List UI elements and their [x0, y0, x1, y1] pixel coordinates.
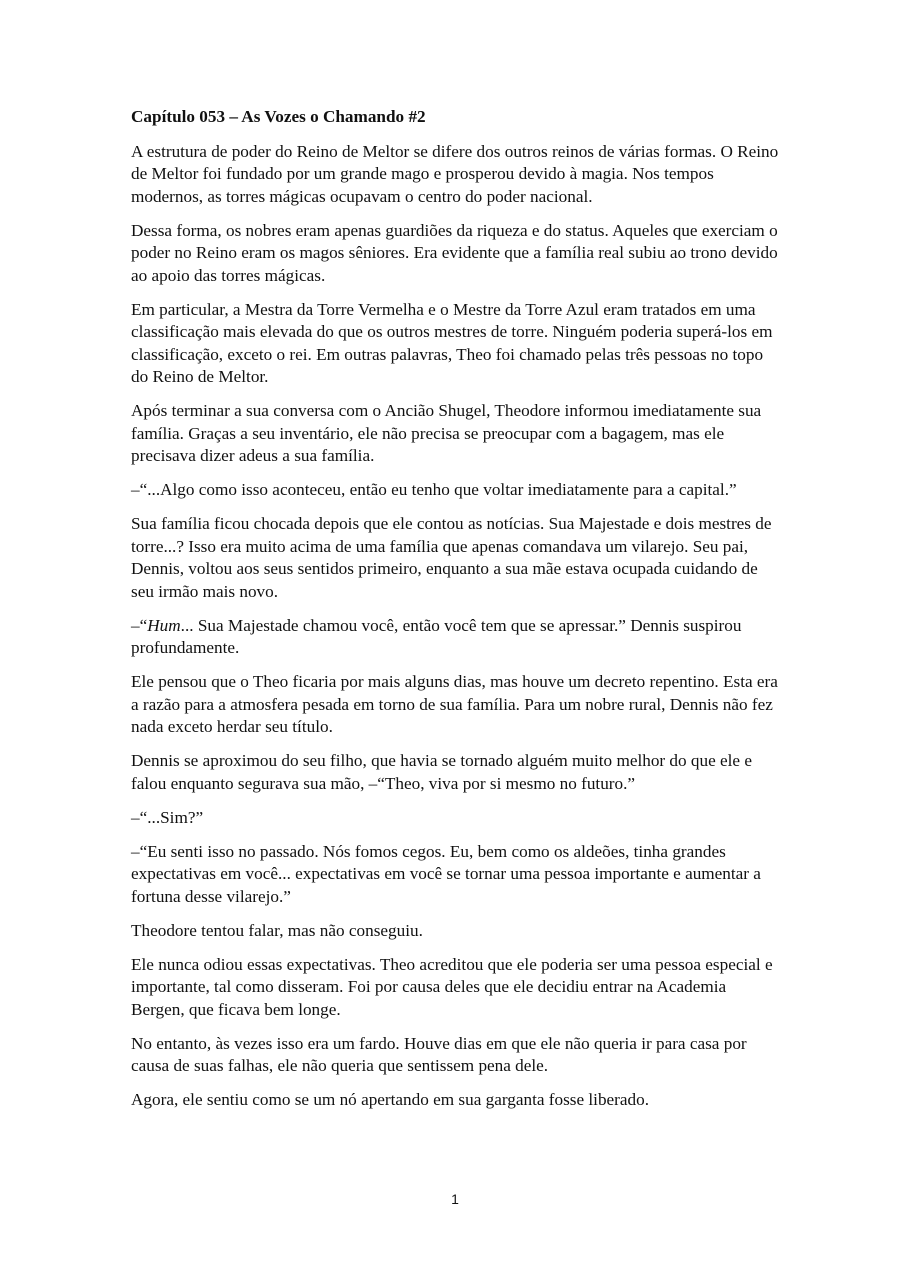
dialogue-line: –“...Algo como isso aconteceu, então eu tenho que voltar imediatamente para a capital.”	[131, 480, 737, 499]
chapter-title: Capítulo 053 – As Vozes o Chamando #2	[131, 107, 426, 126]
dialogue-suffix: ... Sua Majestade chamou você, então você tem que se apressar.” Dennis suspirou profundamente.	[131, 615, 742, 657]
paragraph: Agora, ele sentiu como se um nó apertando em sua garganta fosse liberado.	[131, 1090, 650, 1109]
paragraph: Em particular, a Mestra da Torre Vermelha e o Mestre da Torre Azul eram tratados em uma classificação mais elevada do que os outros mestres de torre. Ninguém poderia superá-los em classificação, exceto o rei. Em outras palavras, Theo foi chamado pelas três pessoas no topo do Reino de Meltor.	[131, 299, 773, 386]
paragraph: A estrutura de poder do Reino de Meltor se difere dos outros reinos de várias formas. O Reino de Meltor foi fundado por um grande mago e prosperou devido à magia. Nos tempos modernos, as torres mágicas ocupavam o centro do poder nacional.	[131, 141, 779, 206]
paragraph: Ele pensou que o Theo ficaria por mais alguns dias, mas houve um decreto repentino. Esta era a razão para a atmosfera pesada em torno de sua família. Para um nobre rural, Dennis não fez nada exceto herdar seu título.	[131, 672, 778, 736]
page-number: 1	[451, 1191, 459, 1207]
paragraph: Ele nunca odiou essas expectativas. Theo acreditou que ele poderia ser uma pessoa especial e importante, tal como disseram. Foi por causa deles que ele decidiu entrar na Academia Bergen, que ficava bem longe.	[131, 954, 773, 1019]
italic-word: Hum	[147, 615, 181, 635]
dialogue-line	[131, 615, 781, 660]
paragraph: No entanto, às vezes isso era um fardo. Houve dias em que ele não queria ir para casa por causa de suas falhas, ele não queria que sentissem pena dele.	[131, 1033, 747, 1075]
paragraph: Após terminar a sua conversa com o Ancião Shugel, Theodore informou imediatamente sua família. Graças a seu inventário, ele não precisa se preocupar com a bagagem, mas ele precisava dizer adeus a sua família.	[131, 401, 762, 465]
dialogue-prefix: –“	[131, 615, 148, 635]
paragraph: Dennis se aproximou do seu filho, que havia se tornado alguém muito melhor do que ele e falou enquanto segurava sua mão, –“Theo, viva por si mesmo no futuro.”	[131, 751, 752, 793]
paragraph: Theodore tentou falar, mas não conseguiu.	[131, 920, 423, 940]
paragraph: Sua família ficou chocada depois que ele contou as notícias. Sua Majestade e dois mestres de torre...? Isso era muito acima de uma família que apenas comandava um vilarejo. Seu pai, Dennis, voltou aos seus sentidos primeiro, enquanto a sua mãe estava ocupada cuidando de seu irmão mais novo.	[131, 514, 772, 601]
dialogue-line: –“...Sim?”	[131, 807, 204, 827]
paragraph: Dessa forma, os nobres eram apenas guardiões da riqueza e do status. Aqueles que exerciam o poder no Reino eram os magos sêniores. Era evidente que a família real subiu ao trono devido ao apoio das torres mágicas.	[131, 220, 778, 285]
page-content	[131, 106, 781, 1123]
dialogue-line: –“Eu senti isso no passado. Nós fomos cegos. Eu, bem como os aldeões, tinha grandes expectativas em você... expectativas em você se tornar uma pessoa importante e aumentar a fortuna desse vilarejo.”	[131, 841, 761, 906]
